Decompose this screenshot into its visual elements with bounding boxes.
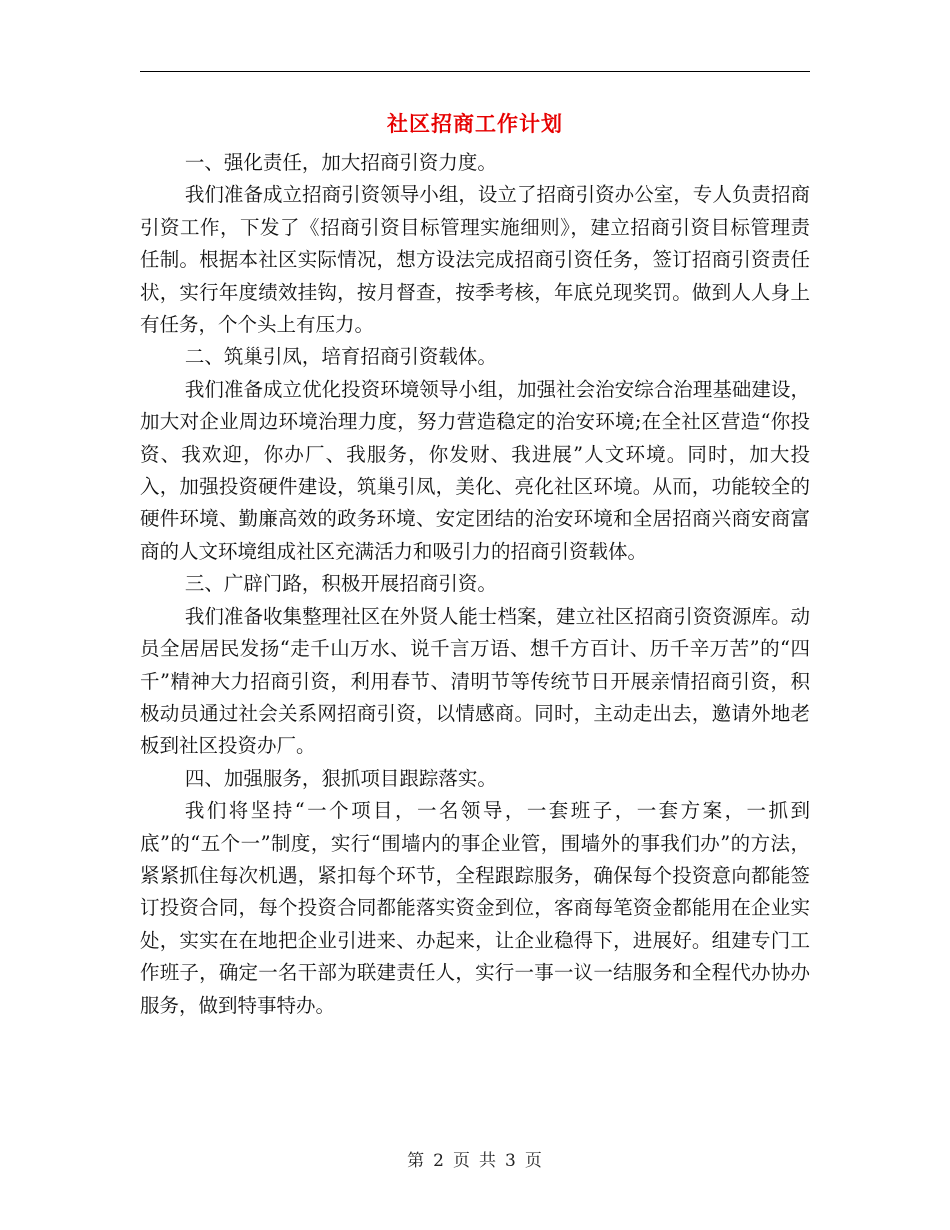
section-paragraph-1: 我们准备成立招商引资领导小组，设立了招商引资办公室，专人负责招商引资工作，下发了《招商引资目标管理实施细则》，建立招商引资目标管理责任制。根据本社区实际情况，想方设法完成招商引资任务，签订招商引资责任状，实行年度绩效挂钩，按月督查，按季考核，年底兑现奖罚。做到人人身上有任务，个个头上有压力。 [140,183,810,337]
header-rule [140,71,810,72]
section-paragraph-4: 我们将坚持“一个项目，一名领导，一套班子，一套方案，一抓到底”的“五个一”制度，实行“围墙内的事企业管，围墙外的事我们办”的方法，紧紧抓住每次机遇，紧扣每个环节，全程跟踪服务，确保每个投资意向都能签订投资合同，每个投资合同都能落实资金到位，客商每笔资金都能用在企业实处，实实在在地把企业引进来、办起来，让企业稳得下，进展好。组建专门工作班子，确定一名干部为联建责任人，实行一事一议一结服务和全程代办协办服务，做到特事特办。 [140,799,810,1017]
page-footer [0,1146,950,1171]
footer-prefix: 第 [407,1151,426,1171]
document-body [140,147,810,1022]
document-title: 社区招商工作计划 [387,111,563,136]
footer-page-word: 页 [453,1151,471,1171]
section-heading-1: 一、强化责任，加大招商引资力度。 [184,151,497,174]
footer-suffix: 页 [524,1151,543,1171]
section-paragraph-2: 我们准备成立优化投资环境领导小组，加强社会治安综合治理基础建设，加大对企业周边环境治理力度，努力营造稳定的治安环境;在全社区营造“你投资、我欢迎，你办厂、我服务，你发财、我进展”人文环境。同时，加大投入，加强投资硬件建设，筑巢引凤，美化、亮化社区环境。从而，功能较全的硬件环境、勤廉高效的政务环境、安定团结的治安环境和全居招商兴商安商富商的人文环境组成社区充满活力和吸引力的招商引资载体。 [140,377,810,563]
total-page-number: 3 [505,1151,517,1171]
section-paragraph-3: 我们准备收集整理社区在外贤人能士档案，建立社区招商引资资源库。动员全居居民发扬“走千山万水、说千言万语、想千方百计、历千辛万苦”的“四千”精神大力招商引资，利用春节、清明节等传统节日开展亲情招商引资，积极动员通过社会关系网招商引资，以情感商。同时，主动走出去，邀请外地老板到社区投资办厂。 [140,604,810,758]
section-heading-3: 三、广辟门路，积极开展招商引资。 [184,572,497,596]
current-page-number: 2 [433,1151,445,1171]
footer-total-word: 共 [479,1151,497,1171]
section-heading-2: 二、筑巢引凤，培育招商引资载体。 [184,345,497,369]
section-heading-4: 四、加强服务，狠抓项目跟踪落实。 [184,766,497,790]
